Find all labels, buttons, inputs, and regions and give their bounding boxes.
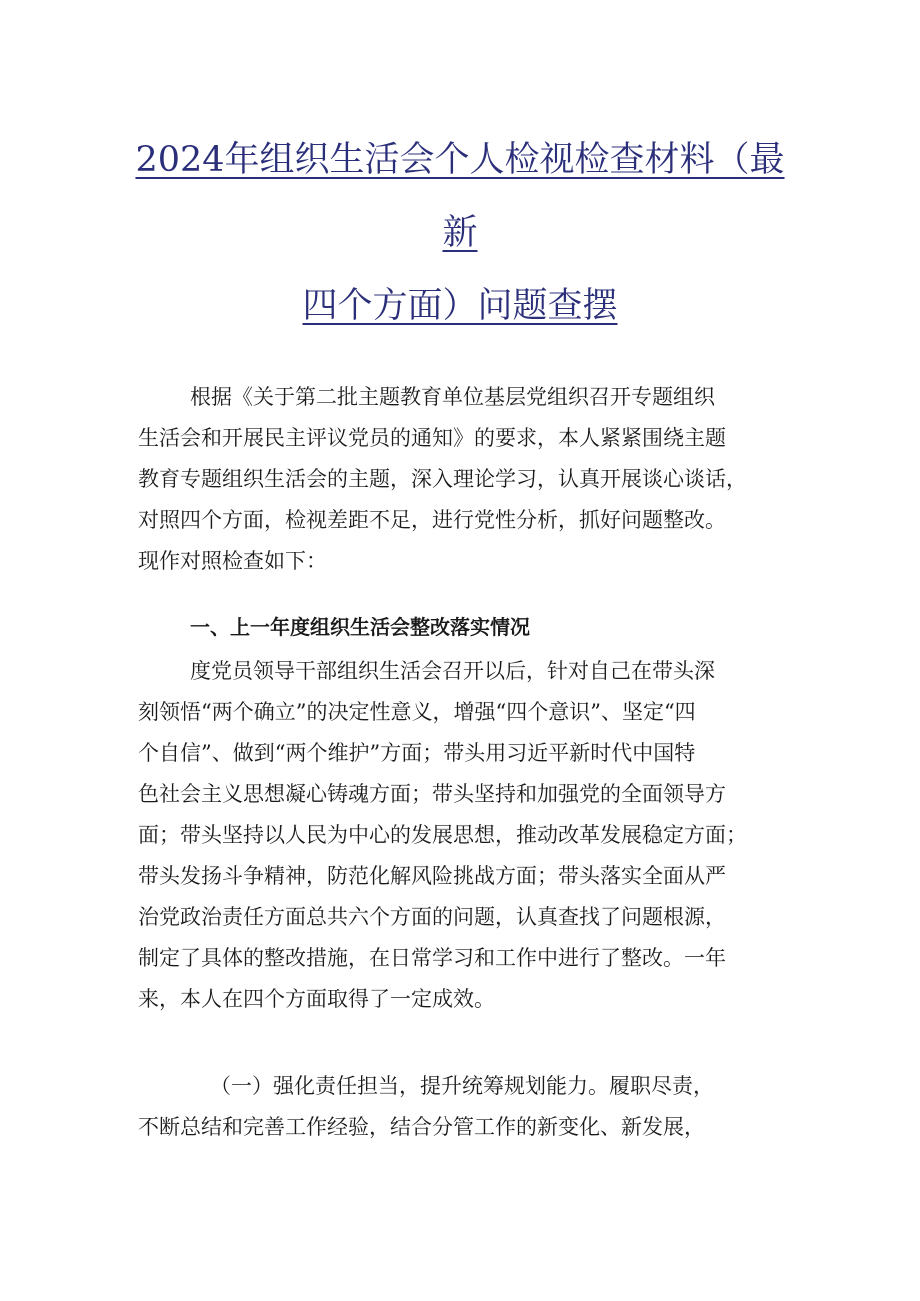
- section1-line: 制定了具体的整改措施，在日常学习和工作中进行了整改。一年: [138, 946, 726, 970]
- section1-line: 面；带头坚持以人民为中心的发展思想，推动改革发展稳定方面；: [138, 823, 747, 847]
- section1-line: 色社会主义思想凝心铸魂方面；带头坚持和加强党的全面领导方: [138, 782, 726, 806]
- section1-line: 带头发扬斗争精神，防范化解风险挑战方面；带头落实全面从严: [138, 864, 726, 888]
- intro-line: 现作对照检查如下：: [138, 549, 327, 573]
- title-text-2: 新: [442, 213, 478, 253]
- document-title-line-3: [0, 286, 920, 326]
- subsection1-line: （一）强化责任担当，提升统筹规划能力。履职尽责，: [210, 1074, 714, 1098]
- section1-paragraph: [138, 651, 798, 1020]
- section1-line: 个自信”、做到“两个维护”方面；带头用习近平新时代中国特: [138, 741, 696, 765]
- section1-line: 刻领悟“两个确立”的决定性意义，增强“四个意识”、坚定“四: [138, 700, 696, 724]
- document-title-line-2: [0, 213, 920, 253]
- title-text-1: 2024年组织生活会个人检视检查材料（最: [135, 140, 785, 180]
- document-title-line-1: [0, 140, 920, 180]
- intro-line: 根据《关于第二批主题教育单位基层党组织召开专题组织: [190, 385, 715, 409]
- section1-line: 来，本人在四个方面取得了一定成效。: [138, 987, 495, 1011]
- intro-line: 生活会和开展民主评议党员的通知》的要求，本人紧紧围绕主题: [138, 426, 726, 450]
- intro-line: 教育专题组织生活会的主题，深入理论学习，认真开展谈心谈话，: [138, 467, 747, 491]
- subsection1-line: 不断总结和完善工作经验，结合分管工作的新变化、新发展，: [138, 1115, 705, 1139]
- title-text-3: 四个方面）问题查摆: [302, 286, 618, 326]
- section-heading-1: 一、上一年度组织生活会整改落实情况: [190, 615, 530, 639]
- intro-paragraph: [138, 377, 798, 582]
- section1-line: 度党员领导干部组织生活会召开以后，针对自己在带头深: [190, 659, 715, 683]
- subsection1-paragraph: [138, 1066, 798, 1148]
- intro-line: 对照四个方面，检视差距不足，进行党性分析，抓好问题整改。: [138, 508, 726, 532]
- section1-line: 治党政治责任方面总共六个方面的问题，认真查找了问题根源，: [138, 905, 726, 929]
